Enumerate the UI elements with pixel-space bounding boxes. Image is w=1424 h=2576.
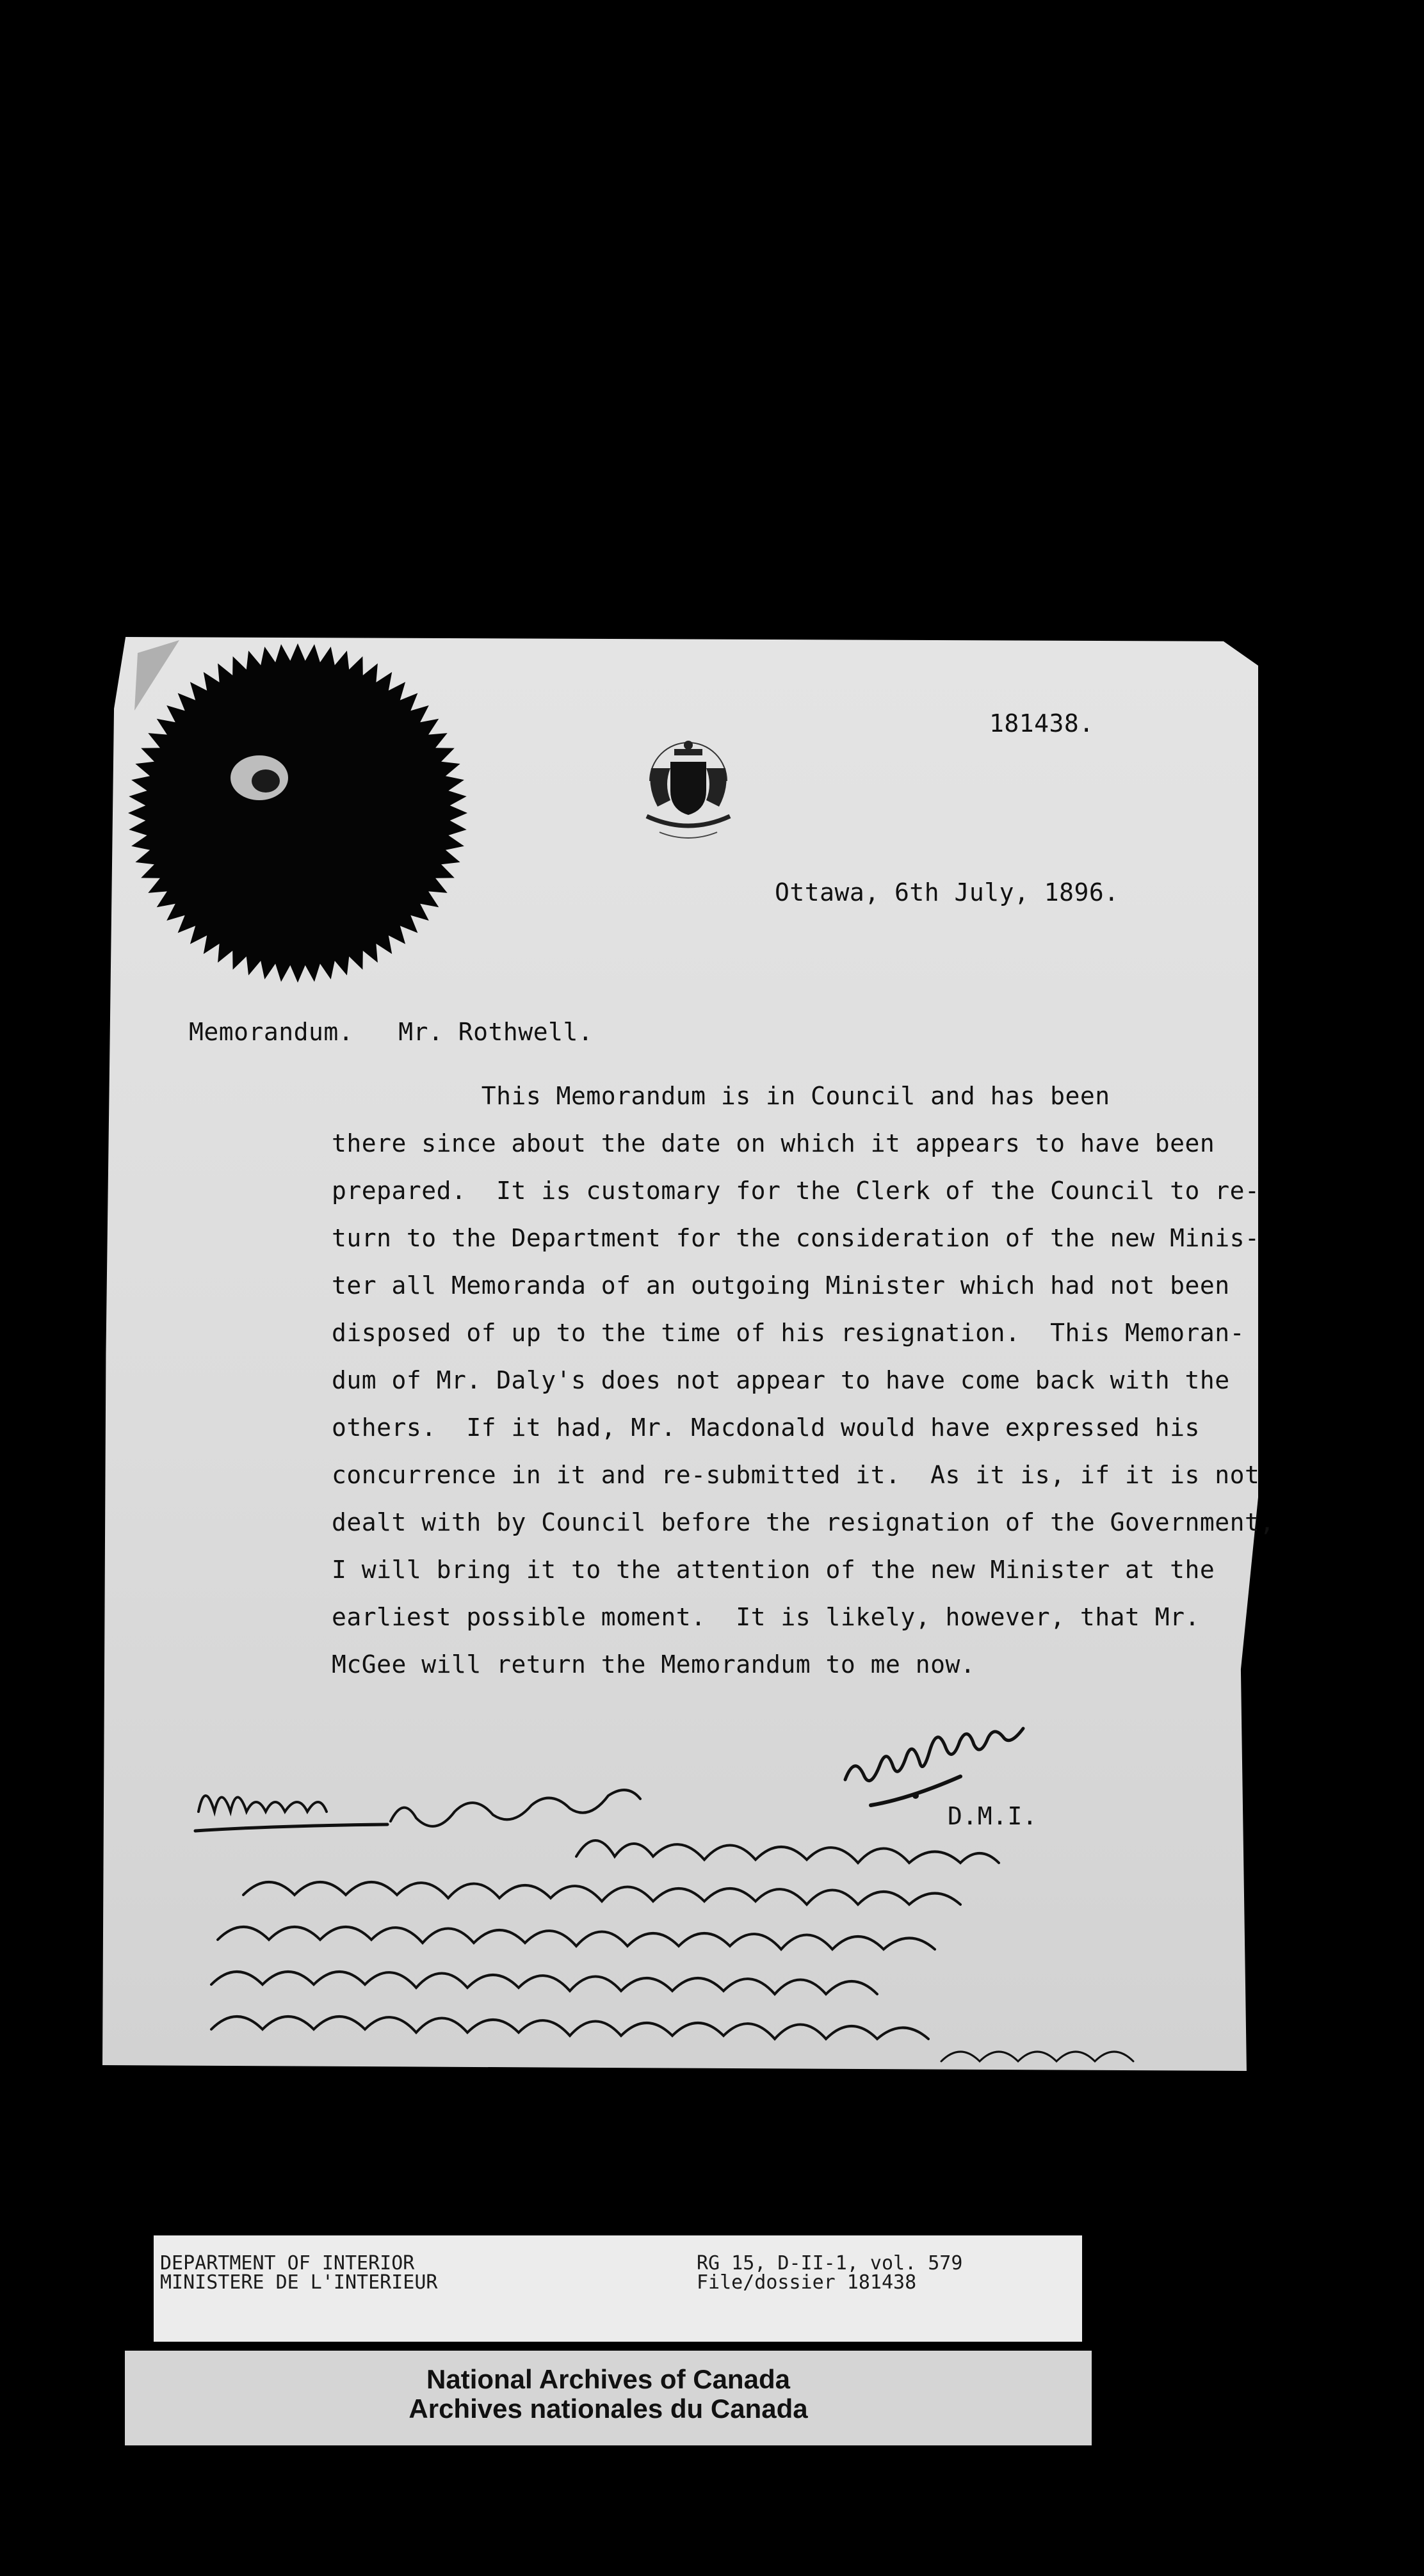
department-en: DEPARTMENT OF INTERIOR <box>160 2252 415 2274</box>
body-line: disposed of up to the time of his resignation. This Memoran- <box>332 1319 1245 1347</box>
body-line: McGee will return the Memorandum to me now. <box>332 1650 976 1678</box>
archive-reference: RG 15, D-II-1, vol. 579 <box>697 2252 963 2274</box>
body-line: prepared. It is customary for the Clerk of the Council to re- <box>332 1177 1260 1205</box>
body-line: others. If it had, Mr. Macdonald would have expressed his <box>332 1413 1200 1442</box>
body-line: dealt with by Council before the resignation of the Government, <box>332 1508 1275 1536</box>
body-line: I will bring it to the attention of the new Minister at the <box>332 1556 1215 1584</box>
body-line: earliest possible moment. It is likely, however, that Mr. <box>332 1603 1200 1631</box>
department-fr: MINISTERE DE L'INTERIEUR <box>160 2271 438 2294</box>
seal-stamp <box>109 634 487 992</box>
body-line: there since about the date on which it appears to have been <box>332 1129 1215 1157</box>
institution-fr: Archives nationales du Canada <box>409 2394 808 2424</box>
department-crest-icon <box>637 736 740 848</box>
handwritten-note <box>192 1767 1268 2081</box>
institution-en: National Archives of Canada <box>426 2364 790 2394</box>
archive-label <box>154 2235 1082 2342</box>
archive-file: File/dossier 181438 <box>697 2271 917 2294</box>
file-number: 181438. <box>989 709 1094 737</box>
dateline: Ottawa, 6th July, 1896. <box>775 878 1119 906</box>
body-line: This Memorandum is in Council and has been <box>332 1082 1110 1110</box>
body-line: turn to the Department for the consideration of the new Minis- <box>332 1224 1260 1252</box>
body-line: concurrence in it and re-submitted it. As it is, if it is not <box>332 1461 1260 1489</box>
institution-label <box>125 2351 1092 2445</box>
signature-title: D.M.I. <box>948 1802 1038 1830</box>
body-line: ter all Memoranda of an outgoing Minister which had not been <box>332 1271 1230 1300</box>
memo-salutation: Memorandum. Mr. Rothwell. <box>189 1018 594 1046</box>
body-line: dum of Mr. Daly's does not appear to have come back with the <box>332 1366 1230 1394</box>
